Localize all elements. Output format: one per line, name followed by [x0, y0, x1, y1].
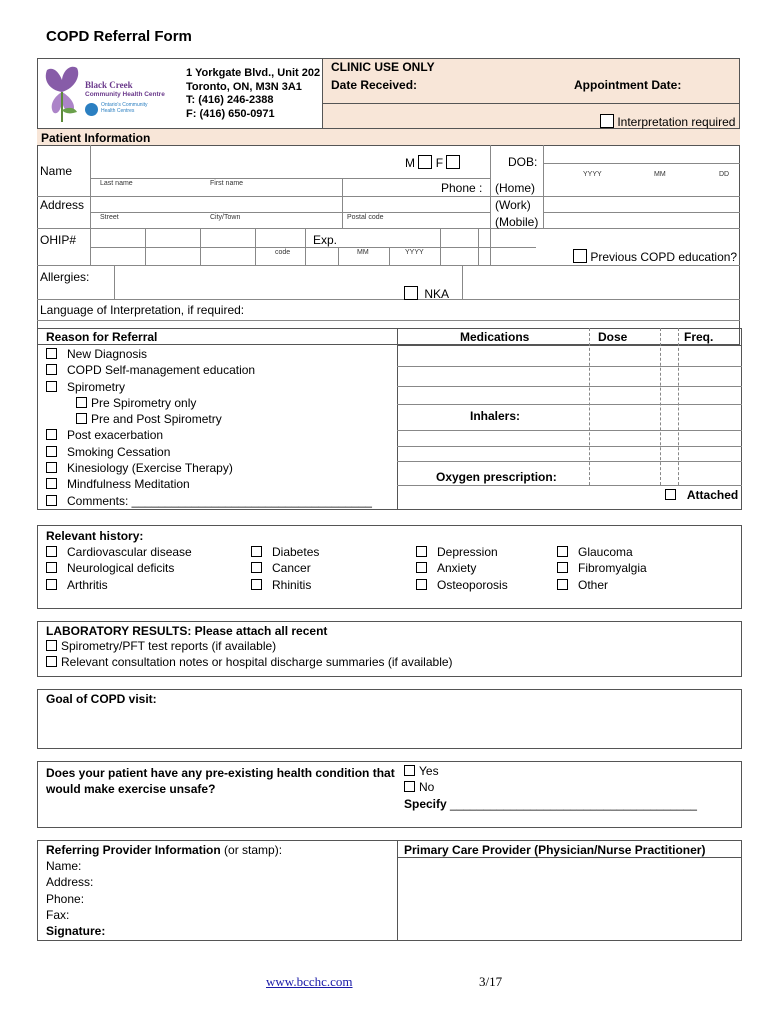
reason-item[interactable]: Spirometry — [46, 379, 372, 395]
referring-address: Address: — [46, 875, 94, 890]
street-hint: Street — [100, 214, 119, 221]
checkbox[interactable] — [557, 579, 568, 590]
female-checkbox[interactable] — [446, 155, 460, 169]
checkbox[interactable] — [251, 562, 262, 573]
medications-heading: Medications — [460, 330, 530, 344]
oxygen-label: Oxygen prescription: — [436, 470, 557, 484]
reason-item[interactable]: Smoking Cessation — [46, 444, 372, 460]
checkbox[interactable] — [46, 495, 57, 506]
patient-info-heading: Patient Information — [41, 131, 151, 145]
checkbox[interactable] — [46, 640, 57, 651]
website-link[interactable]: www.bcchc.com — [266, 974, 353, 989]
history-item[interactable]: Fibromyalgia — [557, 560, 647, 576]
checkbox[interactable] — [557, 562, 568, 573]
referring-signature: Signature: — [46, 924, 106, 939]
checkbox[interactable] — [46, 562, 57, 573]
clinic-use-title: CLINIC USE ONLY — [331, 60, 435, 74]
checkbox[interactable] — [76, 413, 87, 424]
history-item[interactable]: Cancer — [251, 560, 319, 576]
nka-checkbox[interactable] — [404, 286, 418, 300]
checkbox[interactable] — [46, 546, 57, 557]
attached-option[interactable]: Attached — [665, 488, 738, 502]
interpretation-required[interactable]: Interpretation required — [600, 114, 735, 129]
referring-fields — [46, 858, 105, 939]
logo-line2: Community Health Centre — [85, 91, 165, 98]
exercise-question: Does your patient have any pre-existing health condition that would make exercise unsafe? — [46, 766, 395, 796]
phone-mobile: (Mobile) — [495, 215, 539, 229]
date-received-label: Date Received: — [331, 78, 418, 92]
history-item[interactable]: Neurological deficits — [46, 560, 192, 576]
dob-label: DOB: — [508, 155, 538, 169]
referring-name: Name: — [46, 859, 82, 873]
prev-education[interactable]: Previous COPD education? — [573, 249, 737, 264]
history-item[interactable]: Cardiovascular disease — [46, 544, 192, 560]
exercise-yes[interactable]: Yes — [404, 763, 697, 779]
history-item[interactable]: Rhinitis — [251, 577, 319, 593]
exp-yyyy-hint: YYYY — [405, 249, 424, 256]
phone-work: (Work) — [495, 198, 531, 212]
checkbox[interactable] — [557, 546, 568, 557]
org-address: 1 Yorkgate Blvd., Unit 202 Toronto, ON, M3N 3A1 T: (416) 246-2388 F: (416) 650-0971 — [186, 67, 321, 120]
history-item[interactable]: Depression — [416, 544, 508, 560]
interpretation-checkbox[interactable] — [600, 114, 614, 128]
appointment-date-label: Appointment Date: — [574, 78, 682, 92]
lab-list — [46, 638, 453, 671]
referring-phone: Phone: — [46, 891, 85, 906]
dob-mm: MM — [654, 171, 666, 178]
reason-item[interactable]: Post exacerbation — [46, 427, 372, 443]
checkbox[interactable] — [404, 765, 415, 776]
postal-hint: Postal code — [347, 214, 384, 221]
exp-mm-hint: MM — [357, 249, 369, 256]
page-number: 3/17 — [479, 974, 503, 989]
last-name-hint: Last name — [100, 180, 133, 187]
partner-logo-icon — [85, 103, 98, 116]
ohip-label: OHIP# — [40, 233, 77, 247]
reason-subitem[interactable]: Pre Spirometry only — [46, 395, 372, 411]
name-label: Name — [40, 164, 73, 178]
flower-logo-icon — [39, 62, 85, 124]
referring-heading: Referring Provider Information (or stamp): — [46, 843, 283, 857]
history-item[interactable]: Other — [557, 577, 647, 593]
checkbox[interactable] — [46, 656, 57, 667]
reason-heading: Reason for Referral — [46, 330, 158, 344]
exp-label: Exp. — [313, 233, 338, 247]
reason-list — [46, 346, 372, 509]
organization-logo — [39, 62, 184, 124]
address-label: Address — [40, 198, 85, 212]
phone-home: (Home) — [495, 181, 536, 195]
city-hint: City/Town — [210, 214, 241, 221]
checkbox[interactable] — [416, 579, 427, 590]
inhalers-label: Inhalers: — [470, 409, 521, 423]
referring-fax: Fax: — [46, 907, 70, 922]
phone-label: Phone : — [441, 181, 483, 195]
checkbox[interactable] — [46, 579, 57, 590]
reason-item[interactable]: COPD Self-management education — [46, 362, 372, 378]
reason-subitem[interactable]: Pre and Post Spirometry — [46, 411, 372, 427]
lab-item[interactable]: Relevant consultation notes or hospital discharge summaries (if available) — [46, 654, 453, 670]
checkbox[interactable] — [251, 546, 262, 557]
history-item[interactable]: Diabetes — [251, 544, 319, 560]
checkbox[interactable] — [46, 348, 57, 359]
dose-heading: Dose — [598, 330, 628, 344]
form-title: COPD Referral Form — [46, 28, 192, 45]
sex-options[interactable]: M F — [405, 155, 460, 170]
reason-item[interactable]: Kinesiology (Exercise Therapy) — [46, 460, 372, 476]
freq-heading: Freq. — [684, 330, 714, 344]
history-col4 — [557, 544, 647, 593]
checkbox[interactable] — [416, 546, 427, 557]
goal-heading: Goal of COPD visit: — [46, 692, 157, 706]
language-label: Language of Interpretation, if required: — [40, 303, 245, 317]
checkbox[interactable] — [416, 562, 427, 573]
checkbox[interactable] — [46, 478, 57, 489]
attached-checkbox[interactable] — [665, 489, 676, 500]
nka-option[interactable]: NKA — [404, 286, 449, 301]
checkbox[interactable] — [251, 579, 262, 590]
history-col1 — [46, 544, 192, 593]
allergies-label: Allergies: — [40, 270, 90, 284]
first-name-hint: First name — [210, 180, 244, 187]
ohip-code-hint: code — [275, 249, 291, 256]
history-item[interactable]: Arthritis — [46, 577, 192, 593]
lab-item[interactable]: Spirometry/PFT test reports (if available) — [46, 638, 453, 654]
exercise-no[interactable]: No — [404, 779, 697, 795]
prev-education-checkbox[interactable] — [573, 249, 587, 263]
history-item[interactable]: Anxiety — [416, 560, 508, 576]
primary-care-heading: Primary Care Provider (Physician/Nurse Practitioner) — [404, 843, 706, 857]
exercise-specify[interactable]: Specify _____________________________________ — [404, 796, 697, 811]
checkbox[interactable] — [46, 446, 57, 457]
checkbox[interactable] — [76, 397, 87, 408]
checkbox[interactable] — [46, 462, 57, 473]
dob-dd: DD — [719, 171, 730, 178]
history-col2 — [251, 544, 319, 593]
exercise-options — [404, 763, 697, 812]
history-col3 — [416, 544, 508, 593]
dob-yyyy: YYYY — [583, 171, 602, 178]
reason-item[interactable]: Mindfulness Meditation — [46, 476, 372, 492]
male-checkbox[interactable] — [418, 155, 432, 169]
history-item[interactable]: Glaucoma — [557, 544, 647, 560]
checkbox[interactable] — [46, 381, 57, 392]
history-item[interactable]: Osteoporosis — [416, 577, 508, 593]
checkbox[interactable] — [46, 364, 57, 375]
lab-heading: LABORATORY RESULTS: Please attach all recent — [46, 624, 328, 638]
reason-item[interactable]: New Diagnosis — [46, 346, 372, 362]
partner-name: Ontario's Community Health Centres — [101, 102, 148, 114]
checkbox[interactable] — [404, 781, 415, 792]
logo-line1: Black Creek — [85, 80, 133, 90]
history-heading: Relevant history: — [46, 529, 144, 543]
reason-item[interactable]: Comments: ____________________________________ — [46, 493, 372, 509]
checkbox[interactable] — [46, 429, 57, 440]
